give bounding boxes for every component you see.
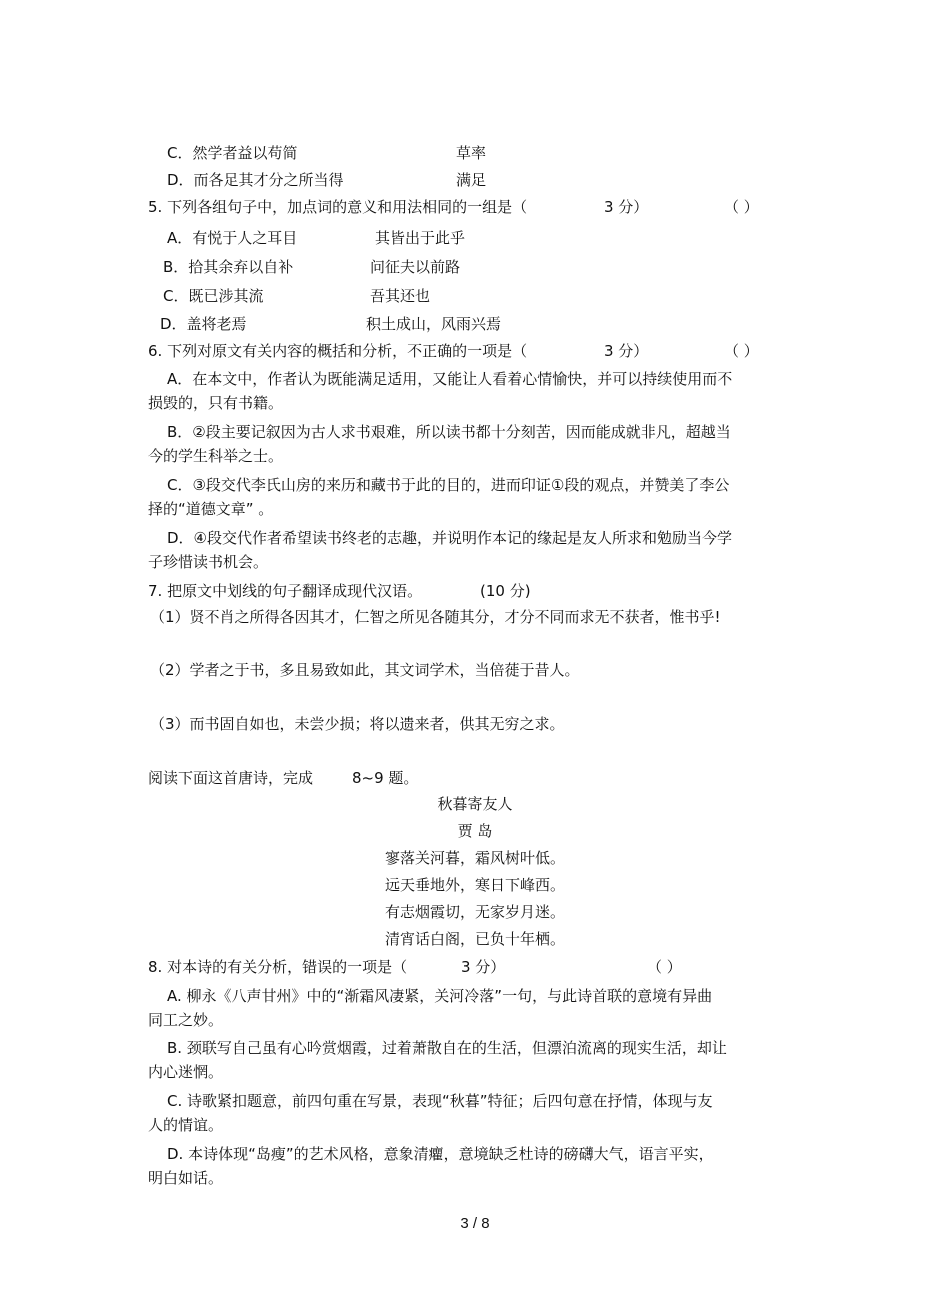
- q6-option-c-line2: 择的“道德文章” 。: [148, 500, 274, 518]
- q7-sentence-3: （3）而书固自如也，未尝少损；将以遗来者，供其无穷之求。: [150, 715, 565, 733]
- q8-option-b-line1: B. 颈联写自己虽有心吟赏烟霞，过着萧散自在的生活，但漂泊流离的现实生活，却让: [167, 1039, 727, 1057]
- poem-line-2: 远天垂地外，寒日下峰西。: [384, 876, 565, 894]
- q8-option-d-line1: D. 本诗体现“岛瘦”的艺术风格，意象清癯，意境缺乏杜诗的磅礴大气，语言平实，: [167, 1145, 714, 1163]
- q4-option-d-gloss: 满足: [456, 171, 487, 189]
- q6-option-c-line1: C．③段交代李氏山房的来历和藏书于此的目的，进而印证①段的观点，并赞美了李公: [167, 476, 730, 494]
- q5-option-c: C．既已涉其流: [163, 287, 264, 305]
- poem-line-1: 寥落关河暮，霜风树叶低。: [384, 849, 565, 867]
- q5-score: 3 分）: [604, 198, 649, 216]
- q5-option-a: A．有悦于人之耳目: [167, 229, 298, 247]
- q4-option-c-gloss: 草率: [456, 144, 487, 162]
- q7-stem: 7. 把原文中划线的句子翻译成现代汉语。: [148, 582, 423, 600]
- poem-title: 秋暮寄友人: [437, 795, 513, 813]
- q5-option-a-pair: 其皆出于此乎: [375, 229, 466, 247]
- q5-option-d: D．盖将老焉: [160, 315, 247, 333]
- q8-option-d-line2: 明白如话。: [148, 1169, 224, 1187]
- poem-author: 贾 岛: [457, 822, 493, 840]
- q8-stem: 8. 对本诗的有关分析，错误的一项是（: [148, 958, 408, 976]
- page-number: 3 / 8: [460, 1215, 490, 1232]
- q8-option-a-line2: 同工之妙。: [148, 1011, 224, 1029]
- q5-option-b: B．拾其余弃以自补: [163, 258, 294, 276]
- poem-line-4: 清宵话白阁，已负十年栖。: [384, 930, 565, 948]
- q7-sentence-2: （2）学者之于书，多且易致如此，其文词学术，当倍蓰于昔人。: [150, 661, 580, 679]
- q6-option-a-line2: 损毁的，只有书籍。: [148, 394, 284, 412]
- q6-option-d-line1: D．④段交代作者希望读书终老的志趣，并说明作本记的缘起是友人所求和勉励当今学: [167, 529, 733, 547]
- q8-score: 3 分）: [461, 958, 506, 976]
- poem-line-3: 有志烟霞切，无家岁月迷。: [384, 903, 565, 921]
- q6-option-d-line2: 子珍惜读书机会。: [148, 553, 269, 571]
- q7-sentence-1: （1）贤不肖之所得各因其才，仁智之所见各随其分，才分不同而求无不获者，惟书乎!: [150, 608, 721, 626]
- q7-score: (10 分): [480, 582, 531, 600]
- q5-answer-bracket: （ ）: [724, 198, 759, 216]
- q4-option-c: C．然学者益以苟简: [167, 144, 298, 162]
- q6-option-b-line1: B．②段主要记叙因为古人求书艰难，所以读书都十分刻苦，因而能成就非凡，超越当: [167, 423, 731, 441]
- q8-answer-bracket: （ ）: [647, 958, 682, 976]
- poem-intro: 阅读下面这首唐诗，完成: [148, 769, 314, 787]
- q5-option-d-pair: 积土成山，风雨兴焉: [366, 315, 502, 333]
- q6-stem: 6. 下列对原文有关内容的概括和分析，不正确的一项是（: [148, 342, 528, 360]
- q6-option-b-line2: 今的学生科举之士。: [148, 447, 284, 465]
- q4-option-d: D．而各足其才分之所当得: [167, 171, 344, 189]
- q8-option-b-line2: 内心迷惘。: [148, 1063, 224, 1081]
- q8-option-c-line1: C. 诗歌紧扣题意，前四句重在写景，表现“秋暮”特征；后四句意在抒情，体现与友: [167, 1092, 713, 1110]
- q5-option-c-pair: 吾其还也: [370, 287, 431, 305]
- poem-intro-range: 8~9 题。: [352, 769, 419, 787]
- q5-option-b-pair: 问征夫以前路: [370, 258, 461, 276]
- q6-answer-bracket: （ ）: [724, 342, 759, 360]
- q6-score: 3 分）: [604, 342, 649, 360]
- q8-option-c-line2: 人的情谊。: [148, 1116, 224, 1134]
- q6-option-a-line1: A．在本文中，作者认为既能满足适用，又能让人看着心情愉快，并可以持续使用而不: [167, 370, 733, 388]
- q8-option-a-line1: A. 柳永《八声甘州》中的“渐霜风凄紧，关河冷落”一句，与此诗首联的意境有异曲: [167, 987, 713, 1005]
- q5-stem: 5. 下列各组句子中，加点词的意义和用法相同的一组是（: [148, 198, 528, 216]
